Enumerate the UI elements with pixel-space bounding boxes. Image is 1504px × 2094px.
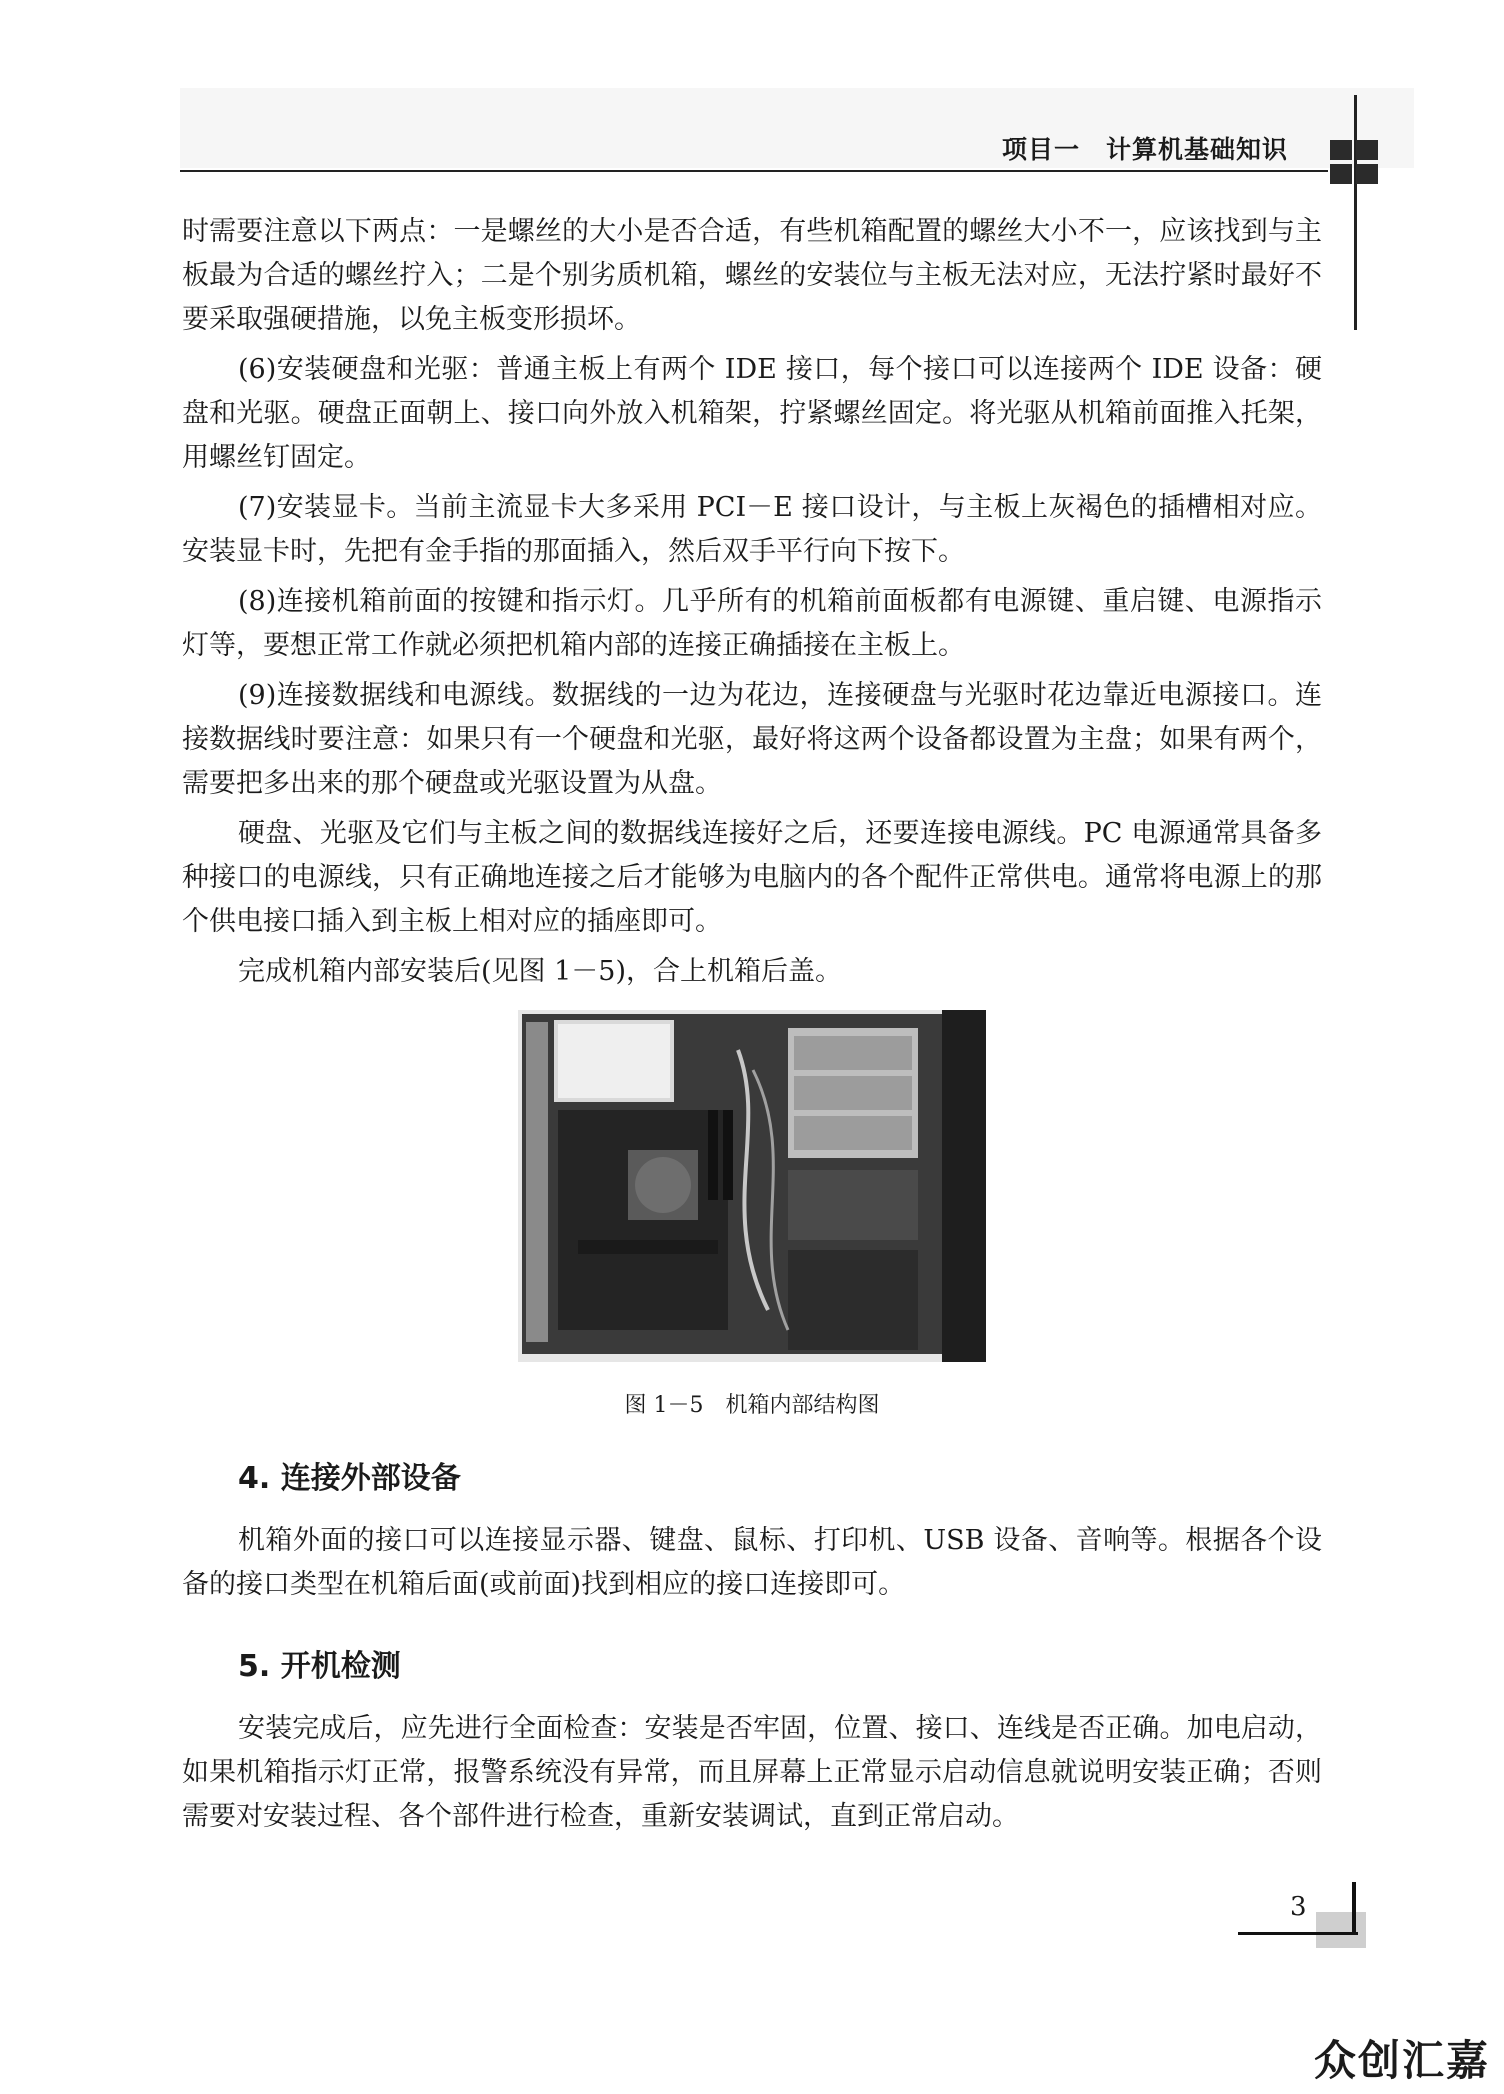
watermark-text: 众创汇嘉 — [1313, 2036, 1490, 2085]
section-4-body: 机箱外面的接口可以连接显示器、键盘、鼠标、打印机、USB 设备、音响等。根据各个设备的接口类型在机箱后面(或前面)找到相应的接口连接即可。 — [182, 1525, 1322, 1600]
header-rule — [180, 170, 1328, 172]
section-5-heading: 5. 开机检测 — [238, 1649, 401, 1684]
paragraph-step-8: (8)连接机箱前面的按键和指示灯。几乎所有的机箱前面板都有电源键、重启键、电源指示灯等，要想正常工作就必须把机箱内部的连接正确插接在主板上。 — [182, 586, 1322, 661]
header-vertical-rule — [1354, 95, 1357, 330]
paragraph-step-6: (6)安装硬盘和光驱：普通主板上有两个 IDE 接口，每个接口可以连接两个 IDE 设备：硬盘和光驱。硬盘正面朝上、接口向外放入机箱架，拧紧螺丝固定。将光驱从机箱前面推入托架，用螺丝钉固定。 — [182, 354, 1322, 473]
page-number-vertical-rule — [1352, 1882, 1356, 1935]
page-number-shadow — [1316, 1912, 1366, 1948]
section-4-heading: 4. 连接外部设备 — [238, 1461, 461, 1496]
paragraph-continued: 时需要注意以下两点：一是螺丝的大小是否合适，有些机箱配置的螺丝大小不一，应该找到与主板最为合适的螺丝拧入；二是个别劣质机箱，螺丝的安装位与主板无法对应，无法拧紧时最好不要采取强硬措施，以免主板变形损坏。 — [182, 216, 1322, 335]
section-5-body: 安装完成后，应先进行全面检查：安装是否牢固，位置、接口、连线是否正确。加电启动，如果机箱指示灯正常，报警系统没有异常，而且屏幕上正常显示启动信息就说明安装正确；否则需要对安装过程、各个部件进行检查，重新安装调试，直到正常启动。 — [182, 1713, 1322, 1832]
page-number: 3 — [1290, 1892, 1307, 1922]
windows-logo-icon — [1330, 140, 1382, 192]
paragraph-close-case: 完成机箱内部安装后(见图 1－5)，合上机箱后盖。 — [238, 956, 843, 987]
case-interior-photo — [518, 1010, 986, 1362]
page-content — [182, 210, 1322, 1845]
paragraph-step-9: (9)连接数据线和电源线。数据线的一边为花边，连接硬盘与光驱时花边靠近电源接口。连接数据线时要注意：如果只有一个硬盘和光驱，最好将这两个设备都设置为主盘；如果有两个，需要把多出来的那个硬盘或光驱设置为从盘。 — [182, 680, 1322, 799]
page-number-rule — [1238, 1932, 1358, 1935]
running-header-title: 项目一 计算机基础知识 — [1001, 135, 1288, 164]
figure-caption: 图 1－5 机箱内部结构图 — [624, 1393, 880, 1418]
paragraph-power-cables: 硬盘、光驱及它们与主板之间的数据线连接好之后，还要连接电源线。PC 电源通常具备多种接口的电源线，只有正确地连接之后才能够为电脑内的各个配件正常供电。通常将电源上的那个供电接口插入到主板上相对应的插座即可。 — [182, 818, 1322, 937]
paragraph-step-7: (7)安装显卡。当前主流显卡大多采用 PCI－E 接口设计，与主板上灰褐色的插槽相对应。安装显卡时，先把有金手指的那面插入，然后双手平行向下按下。 — [182, 492, 1322, 567]
figure-1-5 — [182, 1010, 1322, 1419]
